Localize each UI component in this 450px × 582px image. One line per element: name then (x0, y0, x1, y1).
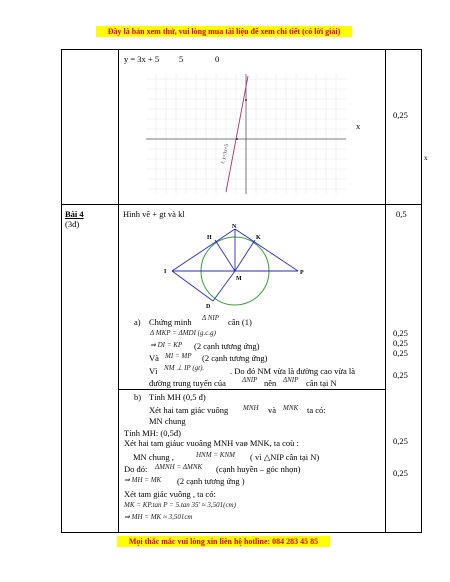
figure-intro: Hình vẽ + gt và kl (123, 209, 185, 219)
outside-x-label: x (424, 154, 428, 162)
part-c-line1: Xét hai tam giáuc vuoâng MNH vaø MNK, ta coù : (124, 438, 299, 448)
problem-number: Bài 4 (65, 209, 84, 219)
col-divider-2 (385, 49, 386, 532)
part-a-line3-text: (2 cạnh tương ứng) (202, 353, 268, 363)
svg-text:N: N (232, 224, 237, 230)
part-a-line5-math2: ΔNIP (283, 376, 299, 384)
part-b-line1: Xét hai tam giác vuông (149, 405, 229, 415)
part-a-line5-end: cân tại N (306, 378, 337, 388)
svg-text:D: D (206, 304, 211, 310)
svg-text:K: K (256, 235, 261, 241)
part-b-label: b) (134, 392, 142, 402)
part-c-line7: ⇒ MH = MK ≈ 3,501cm (124, 513, 193, 521)
svg-text:H: H (207, 235, 212, 241)
part-a-line4-text: . Do đó NM vừa là đường cao vừa là (230, 366, 356, 376)
part-a-rest: cân (1) (228, 317, 252, 327)
function-line-label: f: y=3x+5 (221, 143, 231, 165)
function-graph (146, 74, 346, 194)
part-a-prove: Chứng minh (149, 317, 192, 327)
function-line (226, 76, 248, 192)
part-a-line2-text: (2 cạnh tương ứng) (194, 341, 260, 351)
score-figure: 0,5 (396, 209, 407, 219)
part-c-title: Tính MH: (0,5đ) (124, 428, 181, 438)
part-a-line3-math: MI = MP (165, 352, 192, 360)
svg-text:M: M (236, 276, 242, 282)
svg-text:P: P (300, 270, 304, 276)
col-divider-1 (118, 49, 119, 532)
top-banner: Đây là bản xem thử, vui lòng mua tài liệu để xem chi tiết (có lời giải) (96, 26, 352, 37)
part-b-line1-and: và (268, 405, 277, 415)
part-c-line3-end: (cạnh huyền – góc nhọn) (216, 464, 301, 474)
part-a-line2-math: ⇒ DI = KP (150, 341, 183, 349)
part-b-line2: MN chung (149, 416, 186, 426)
row-divider (61, 204, 421, 205)
score-a-4: 0,25 (393, 370, 408, 380)
graph-x-label: x (356, 121, 361, 131)
bottom-banner: Mọi thắc mắc vui lòng xin liên hệ hotline: 084 283 45 85 (117, 536, 330, 547)
score-a-1: 0,25 (393, 328, 408, 338)
part-a-line4-since: Vì (149, 366, 158, 376)
part-a-label: a) (134, 317, 141, 327)
score-a-2: 0,25 (393, 338, 408, 348)
part-a-line4-math: NM ⊥ IP (gt). (164, 364, 205, 372)
score-a-3: 0,25 (393, 348, 408, 358)
part-b-line1-math2: MNK (283, 404, 299, 412)
part-c-line3: Do đó: (124, 464, 148, 474)
score-c-2: 0,25 (393, 468, 408, 478)
part-b-title: Tính MH (0,5 đ) (149, 392, 206, 402)
score-row1: 0,25 (393, 110, 408, 120)
geometry-figure (160, 224, 310, 312)
part-a-line5-so: nên (264, 378, 277, 388)
part-c-line5: Xét tam giác vuông , ta có: (124, 489, 216, 499)
part-a-line5-text: đường trung tuyến của (149, 378, 226, 388)
part-c-line6: MK = KP.tan P = 5.tan 35' ≈ 3,501(cm) (124, 501, 236, 509)
problem-points: (3đ) (65, 219, 80, 229)
part-a-line5-math: ΔNIP (242, 376, 258, 384)
part-a-line3-and: Và (149, 353, 159, 363)
score-c-1: 0,25 (393, 436, 408, 446)
part-c-line2: MN chung , (133, 452, 174, 462)
part-c-line2-math: HNM = KNM (196, 451, 235, 459)
part-b-line1-end: ta có: (307, 405, 326, 415)
part-c-line2-end: ( vì △NIP cân tại N) (250, 452, 320, 462)
part-c-line3-math: ΔMNH = ΔMNK (155, 463, 203, 471)
part-c-line4-end: (2 cạnh tương ứng ) (177, 476, 245, 486)
equation-text: y = 3x + 5 (124, 54, 160, 64)
svg-text:I: I (164, 269, 167, 275)
part-c-line4-math: ⇒ MH = MK (124, 476, 162, 484)
part-b-divider (119, 389, 385, 390)
part-b-line1-math: MNH (243, 404, 259, 412)
value-five: 5 (179, 54, 184, 64)
part-a-line1: Δ MKP = ΔMDI (g.c.g) (150, 329, 216, 337)
value-zero: 0 (215, 54, 220, 64)
part-a-triangle: Δ NIP (202, 314, 220, 322)
